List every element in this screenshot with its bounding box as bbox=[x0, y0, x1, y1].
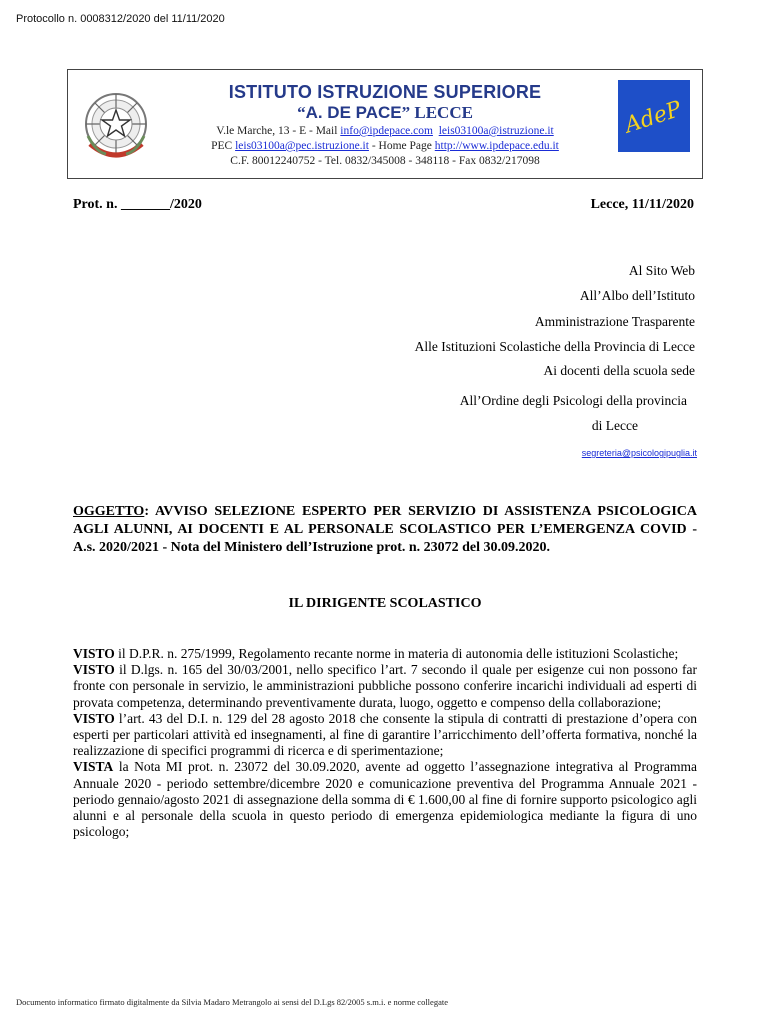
body-text bbox=[73, 646, 697, 840]
paragraph-lead: VISTO bbox=[73, 662, 115, 678]
pec-label: PEC bbox=[211, 140, 236, 152]
address-line-2 bbox=[68, 140, 702, 152]
protocollo-stamp: Protocollo n. 0008312/2020 del 11/11/2020 bbox=[16, 13, 225, 25]
address-line-3: C.F. 80012240752 - Tel. 0832/345008 - 348118 - Fax 0832/217098 bbox=[230, 155, 540, 167]
pec-link[interactable]: leis03100a@pec.istruzione.it bbox=[235, 140, 369, 152]
paragraph-lead: VISTO bbox=[73, 646, 115, 661]
recipient-item: di Lecce bbox=[591, 418, 638, 433]
school-sub-name bbox=[68, 103, 702, 123]
subject-block bbox=[73, 503, 697, 557]
paragraph-lead: VISTO bbox=[73, 710, 115, 726]
quote-close: ” bbox=[401, 103, 411, 122]
school-logo-icon bbox=[618, 80, 690, 152]
istruzione-mail-link[interactable]: leis03100a@istruzione.it bbox=[438, 125, 554, 137]
paragraph-lead: VISTA bbox=[73, 759, 114, 775]
letterhead bbox=[67, 69, 703, 179]
section-heading: IL DIRIGENTE SCOLASTICO bbox=[288, 596, 482, 611]
document-date: Lecce, 11/11/2020 bbox=[590, 197, 694, 212]
body-paragraph bbox=[73, 662, 697, 711]
recipient-item: Alle Istituzioni Scolastiche della Provincia di Lecce bbox=[414, 339, 695, 354]
recipient-item: All’Albo dell’Istituto bbox=[579, 288, 695, 303]
subject-text: : AVVISO SELEZIONE ESPERTO PER SERVIZIO DI ASSISTENZA PSICOLOGICA AGLI ALUNNI, AI DOCENTI E AL PERSONALE SCOLASTICO PER L’EMERGENZA COVID - A.s. 2020/2021 - Nota del Ministero dell’Istruzione prot. n. 23072 del 30.09.2020. bbox=[73, 504, 697, 555]
subject-label: OGGETTO bbox=[73, 504, 145, 519]
psychologists-email-link[interactable]: segreteria@psicologipuglia.it bbox=[581, 448, 697, 458]
mail-link[interactable]: info@ipdepace.com bbox=[340, 125, 433, 137]
digital-signature-footer: Documento informatico firmato digitalmente da Silvia Madaro Metrangolo ai sensi del D.Lgs 82/2005 s.m.i. e norme collegate bbox=[16, 997, 448, 1007]
body-paragraph bbox=[73, 646, 697, 662]
school-city: LECCE bbox=[410, 103, 473, 122]
recipient-item: Amministrazione Trasparente bbox=[534, 314, 695, 329]
school-logo-text: AdeP bbox=[621, 96, 685, 139]
school-name: ISTITUTO ISTRUZIONE SUPERIORE bbox=[228, 82, 542, 102]
body-paragraph bbox=[73, 711, 697, 760]
homepage-link[interactable]: http://www.ipdepace.edu.it bbox=[434, 140, 559, 152]
protocol-number: Prot. n. _______/2020 bbox=[73, 197, 202, 212]
paragraph-text: il D.lgs. n. 165 del 30/03/2001, nello specifico l’art. 7 secondo il quale per esigenze cui non possono far fronte con personale in servizio, le amministrazioni pubbliche possono conferire incarichi individuali ad esperti di provata competenza, determinando preventivamente durata, luogo, oggetto e compenso della collaborazione; bbox=[73, 662, 697, 710]
homepage-label: - Home Page bbox=[368, 140, 435, 152]
school-short-name: A. DE PACE bbox=[305, 103, 402, 122]
recipient-item: Ai docenti della scuola sede bbox=[543, 363, 695, 378]
paragraph-text: l’art. 43 del D.I. n. 129 del 28 agosto 2018 che consente la stipula di contratti di prestazione d’opera con esperti per particolari attività ed insegnamenti, al fine di garantire l’arricchimento dell’offerta formativa, nonché la realizzazione di specifici programmi di ricerca e di sperimentazione; bbox=[73, 710, 697, 759]
paragraph-text: la Nota MI prot. n. 23072 del 30.09.2020, avente ad oggetto l’assegnazione integrativa al Programma Annuale 2020 - periodo settembre/dicembre 2020 e comunicazione preventiva del Programma Annuale 2021 - periodo gennaio/agosto 2021 di assegnazione della somma di € 1.600,00 al fine di fornire supporto psicologico agli alunni e al personale della scuola in questo periodo di emergenza epidemiologica mediante la figura di uno psicologo; bbox=[73, 759, 697, 840]
recipient-item: All’Ordine degli Psicologi della provincia bbox=[459, 393, 687, 408]
paragraph-text: il D.P.R. n. 275/1999, Regolamento recante norme in materia di autonomia delle istituzioni Scolastiche; bbox=[114, 646, 679, 661]
quote-open: “ bbox=[297, 103, 306, 122]
recipient-item: Al Sito Web bbox=[628, 263, 695, 278]
address-text: V.le Marche, 13 - E - Mail bbox=[216, 125, 341, 137]
address-line-1 bbox=[68, 125, 702, 137]
body-paragraph bbox=[73, 759, 697, 840]
